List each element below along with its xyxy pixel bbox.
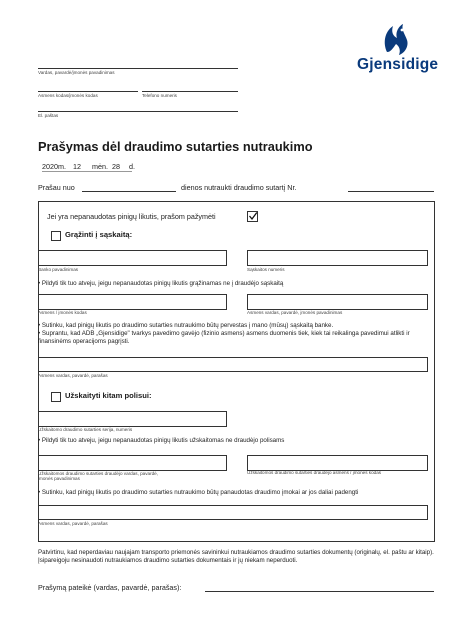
recipient-name-field[interactable] <box>247 294 428 310</box>
policy-number-line[interactable] <box>348 191 434 192</box>
date-day[interactable]: 28 <box>111 162 120 171</box>
request-prefix: Prašau nuo <box>38 183 75 192</box>
insurer-name-field[interactable] <box>38 455 227 471</box>
bank-name-label: Banko pavadinimas <box>38 267 79 272</box>
checkmark-icon <box>248 211 258 221</box>
refund-signature-field[interactable] <box>38 357 428 372</box>
date-year[interactable]: 2020m. <box>42 162 66 171</box>
date-underline <box>42 171 132 172</box>
code-label: Asmens kodas/įmonės kodas <box>38 93 98 98</box>
insurer-name-label-line-2: įmonės pavadinimas <box>38 476 80 482</box>
insurer-name-label-line-1: Užskaitomos draudimo sutarties draudėjo vardas, pavardė, <box>38 471 159 476</box>
email-label: El. paštas <box>38 113 59 118</box>
page-title: Prašymas dėl draudimo sutarties nutraukimo <box>38 139 313 154</box>
insurer-code-label: Užskaitomos draudimo sutarties draudėjo asmens / įmonės kodas <box>247 470 382 475</box>
email-line[interactable] <box>38 111 238 112</box>
submitted-by-line[interactable] <box>205 591 434 592</box>
refund-checkbox[interactable] <box>51 231 61 241</box>
submitted-by-label: Prašymą pateikė (vardas, pavardė, parašas): <box>38 583 182 592</box>
insurer-code-field[interactable] <box>247 455 428 471</box>
insurer-name-label <box>38 471 158 482</box>
phone-line[interactable] <box>142 91 238 92</box>
policy-series-field[interactable] <box>38 411 227 427</box>
name-label: Vardas, pavardė/įmonės pavadinimas <box>38 70 115 75</box>
refund-signature-label: Asmens vardas, pavardė, parašas <box>38 373 108 378</box>
date-month-label: mėn. <box>91 162 108 171</box>
code-line[interactable] <box>38 91 138 92</box>
date-day-label: d. <box>128 162 135 171</box>
name-line[interactable] <box>38 68 238 69</box>
offset-signature-label: Asmens vardas, pavardė, parašas <box>38 521 108 526</box>
offset-note-2: • Sutinku, kad pinigų likutis po draudimo sutarties nutraukimo būtų panaudotas draudimo įmokai ar jos daliai padengti <box>38 489 359 496</box>
gjensidige-logo <box>357 22 439 80</box>
brand-name: Gjensidige <box>357 56 439 73</box>
date-month[interactable]: 12 <box>72 162 81 171</box>
offset-note-1: • Pildyti tik tuo atveju, jeigu nepanaudotas pinigų likutis užskaitomas ne draudėjo polisams <box>38 437 285 444</box>
refund-note-3: • Suprantu, kad ADB „Gjensidige" tvarkys pavedimo gavėjo (fizinio asmens) asmens duomenis tiek, kiek tai reikalinga pavedimui atlikti ir finansinėms operacijoms pagrįsti. <box>38 330 410 345</box>
account-number-label: Sąskaitos numeris <box>247 267 285 272</box>
date-row <box>42 162 135 171</box>
refund-note-1: • Pildyti tik tuo atveju, jeigu nepanaudotas pinigų likutis grąžinamas ne į draudėjo sąskaitą <box>38 280 284 287</box>
offset-title: Užskaityti kitam polisui: <box>65 391 152 400</box>
phone-label: Telefono numeris <box>142 93 177 98</box>
request-date-line[interactable] <box>82 191 176 192</box>
bank-name-field[interactable] <box>38 250 227 266</box>
recipient-name-label: Asmens vardas, pavardė, įmonės pavadinimas <box>247 310 343 315</box>
unused-balance-text: Jei yra nepanaudotas pinigų likutis, prašom pažymėti <box>47 212 216 221</box>
confirmation-text: Patvirtinu, kad neperdaviau naujajam transporto priemonės savininkui nutraukiamos draudimo sutarties dokumentų (originalų, el. paštu ar kitaip). Įsipareigoju nesinaudoti nutraukiamos draudimo sutarties dokumentais ir jų niekam neperduoti. <box>38 549 434 564</box>
person-code-field[interactable] <box>38 294 227 310</box>
request-middle: dienos nutraukti draudimo sutartį Nr. <box>181 183 297 192</box>
refund-note-2: • Sutinku, kad pinigų likutis po draudimo sutarties nutraukimo būtų pervestas į mano (mūsų) sąskaitą banke. <box>38 322 334 329</box>
policy-series-label: Užskaitomo draudimo sutarties serija, numeris <box>38 427 133 432</box>
account-number-field[interactable] <box>247 250 428 266</box>
unused-balance-checkbox[interactable] <box>247 211 258 222</box>
offset-checkbox[interactable] <box>51 392 61 402</box>
lion-emblem-icon <box>381 22 411 56</box>
refund-title: Grąžinti į sąskaitą: <box>65 230 133 239</box>
offset-signature-field[interactable] <box>38 505 428 520</box>
person-code-label: Asmens / įmonės kodas <box>38 310 87 315</box>
